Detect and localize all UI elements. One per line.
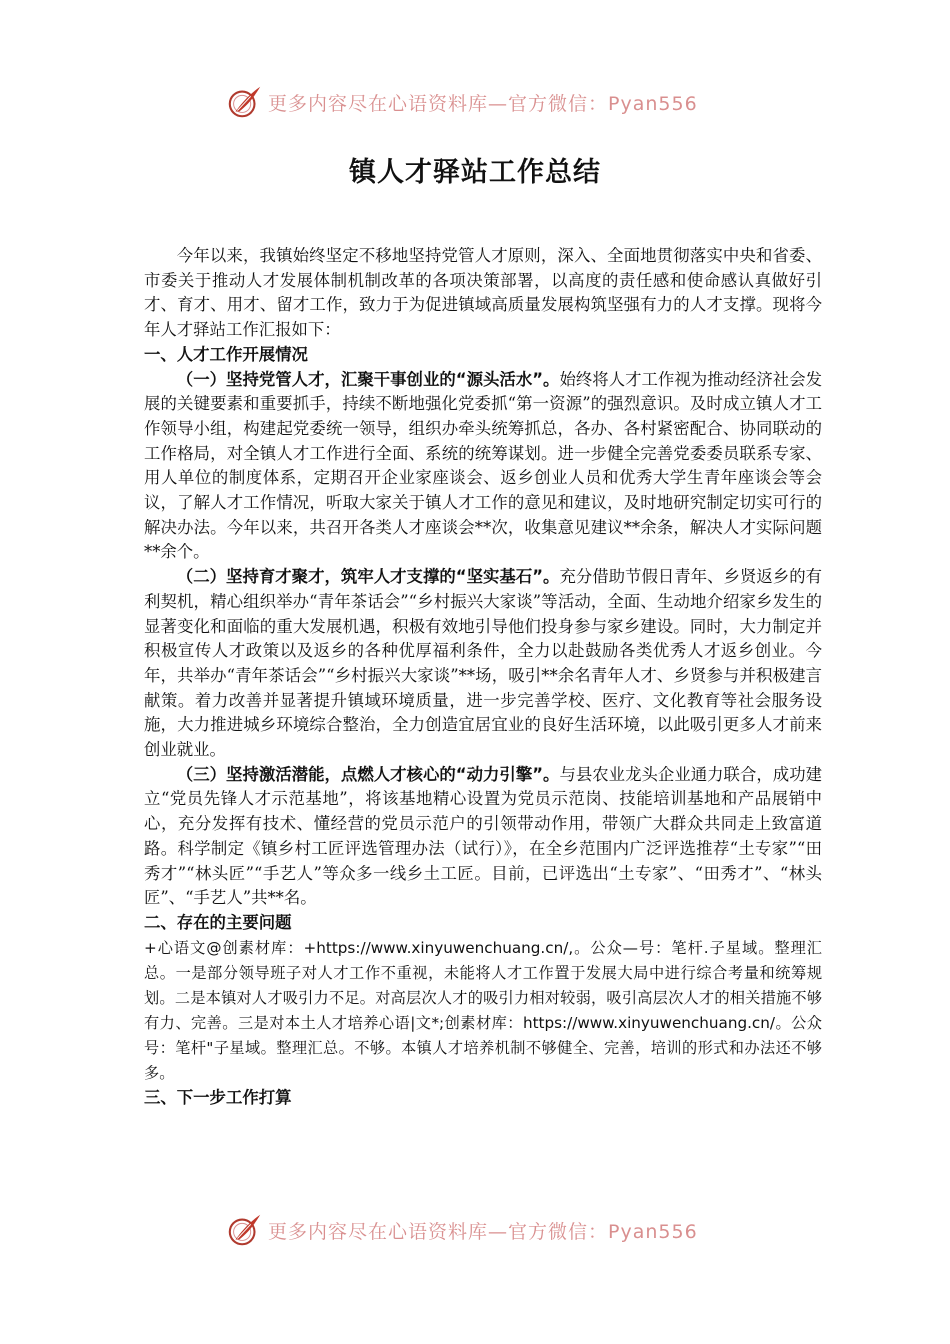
- banner-text: 更多内容尽在心语资料库—官方微信：: [268, 1220, 609, 1243]
- footer-banner: [0, 1210, 950, 1250]
- banner-text: 更多内容尽在心语资料库—官方微信：: [268, 92, 609, 115]
- section-1-heading: 一、人才工作开展情况: [144, 344, 308, 364]
- section-3-heading: 三、下一步工作打算: [144, 1087, 292, 1107]
- quill-logo-icon: [226, 1211, 264, 1249]
- item-1-lead: （一）坚持党管人才，汇聚干事创业的“源头活水”。: [176, 369, 560, 389]
- header-banner: [0, 82, 950, 122]
- quill-logo-icon: [226, 83, 264, 121]
- item-1-body: 始终将人才工作视为推动经济社会发展的关键要素和重要抓手，持续不断地强化党委抓“第一资源”的强烈意识。及时成立镇人才工作领导小组，构建起党委统一领导，组织办牵头统筹抓总，各办、各村紧密配合、协同联动的工作格局，对全镇人才工作进行全面、系统的统筹谋划。进一步健全完善党委委员联系专家、用人单位的制度体系，定期召开企业家座谈会、返乡创业人员和优秀大学生青年座谈会等会议，了解人才工作情况，听取大家关于镇人才工作的意见和建议，及时地研究制定切实可行的解决办法。今年以来，共召开各类人才座谈会**次，收集意见建议**余条，解决人才实际问题**余个。: [144, 369, 822, 562]
- intro-paragraph: 今年以来，我镇始终坚定不移地坚持党管人才原则，深入、全面地贯彻落实中央和省委、市委关于推动人才发展体制机制改革的各项决策部署，以高度的责任感和使命感认真做好引才、育才、用才、留才工作，致力于为促进镇域高质量发展构筑坚强有力的人才支撑。现将今年人才驿站工作汇报如下：: [144, 246, 822, 340]
- item-3-body: 与县农业龙头企业通力联合，成功建立“党员先锋人才示范基地”，将该基地精心设置为党员示范岗、技能培训基地和产品展销中心，充分发挥有技术、懂经营的党员示范户的引领带动作用，带领广大群众共同走上致富道路。科学制定《镇乡村工匠评选管理办法（试行）》，在全乡范围内广泛评选推荐“土专家”“田秀才”“林头匠”“手艺人”等众多一线乡土工匠。目前，已评选出“土专家”、“田秀才”、“林头匠”、“手艺人”共**名。: [144, 764, 822, 908]
- item-2-lead: （二）坚持育才聚才，筑牢人才支撑的“坚实基石”。: [176, 567, 560, 587]
- section-1-item-2: [144, 565, 822, 763]
- item-2-body: 充分借助节假日青年、乡贤返乡的有利契机，精心组织举办“青年茶话会”“乡村振兴大家谈”等活动，全面、生动地介绍家乡发生的显著变化和面临的重大发展机遇，积极有效地引导他们投身参与家乡建设。同时，大力制定并积极宣传人才政策以及返乡的各种优厚福利条件，全力以赴鼓励各类优秀人才返乡创业。今年，共举办“青年茶话会”“乡村振兴大家谈”**场，吸引**余名青年人才、乡贤参与并积极建言献策。着力改善并显著提升镇域环境质量，进一步完善学校、医疗、文化教育等社会服务设施，大力推进城乡环境综合整治，全力创造宜居宜业的良好生活环境，以此吸引更多人才前来创业就业。: [144, 567, 822, 760]
- banner-wechat-id: Pyan556: [608, 92, 698, 115]
- section-2-heading: 二、存在的主要问题: [144, 912, 292, 932]
- banner-wechat-id: Pyan556: [608, 1220, 698, 1243]
- document-body: [144, 244, 822, 1110]
- section-2-paragraph: +心语文@创素材库：+https://www.xinyuwenchuang.cn/,。公众—号：笔杆.子星域。整理汇总。一是部分领导班子对人才工作不重视，未能将人才工作置于发展大局中进行综合考量和统筹规划。二是本镇对人才吸引力不足。对高层次人才的吸引力相对较弱，吸引高层次人才的相关措施不够有力、完善。三是对本土人才培养心语|文*;创素材库：https://www.xinyuwenchuang.cn/。公众号：笔杆"子星域。整理汇总。不够。本镇人才培养机制不够健全、完善，培训的形式和办法还不够多。: [144, 938, 822, 1082]
- item-3-lead: （三）坚持激活潜能，点燃人才核心的“动力引擎”。: [176, 764, 560, 784]
- section-1-item-1: [144, 368, 822, 566]
- section-1-item-3: [144, 763, 822, 911]
- document-title: 镇人才驿站工作总结: [349, 157, 601, 188]
